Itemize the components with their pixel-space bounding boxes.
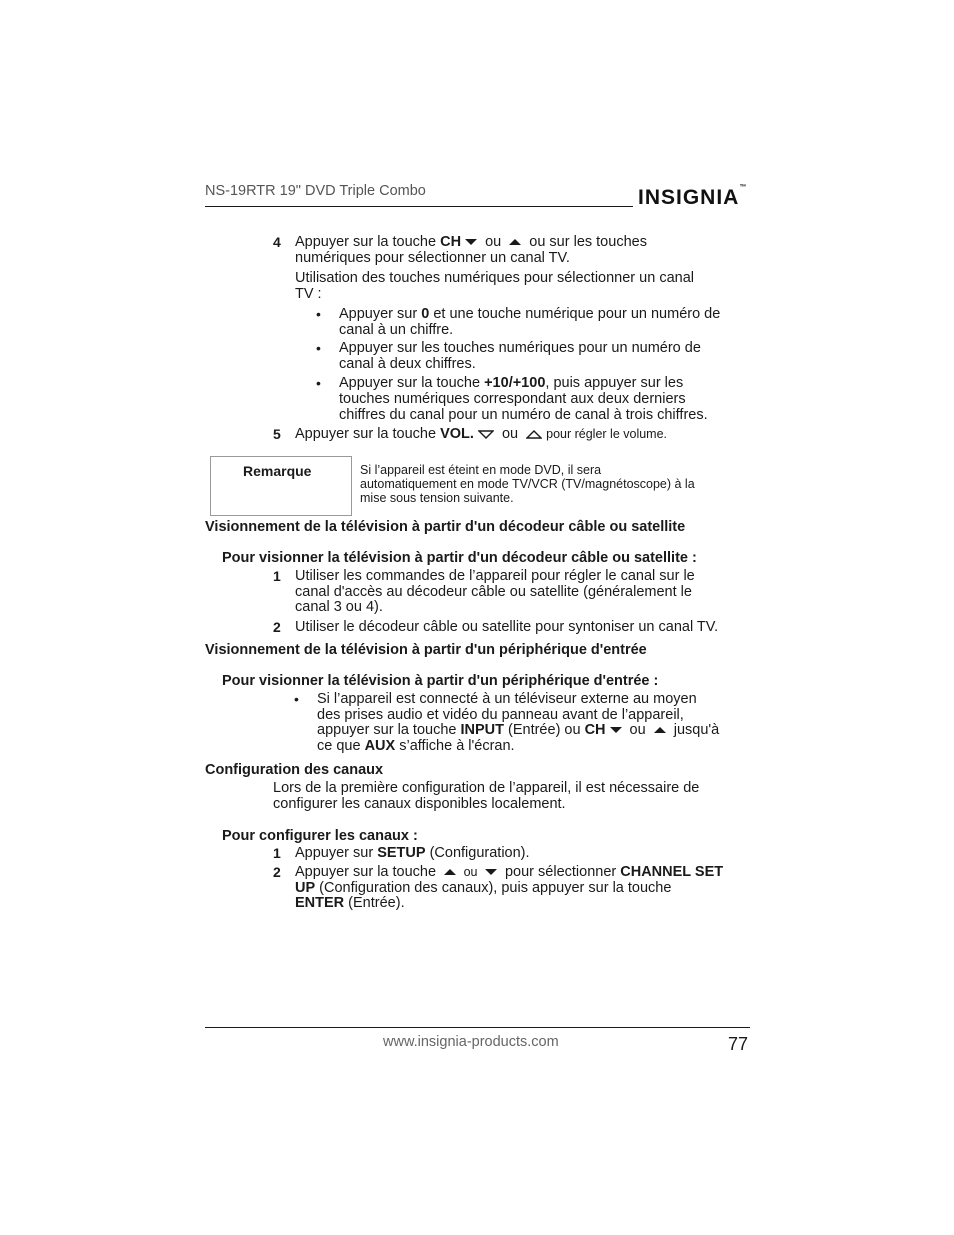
bullet-3-line-2: touches numériques correspondant aux deux derniers: [339, 391, 686, 407]
bullet-1-line-1: Appuyer sur 0 et une touche numérique pour un numéro de: [339, 306, 721, 322]
note-text: Si l’appareil est éteint en mode DVD, il sera automatiquement en mode TV/VCR (TV/magnétoscope) à la mise sous tension suivante.: [360, 463, 695, 506]
volume-up-icon: [526, 430, 542, 439]
step-4-line-2: numériques pour sélectionner un canal TV.: [295, 250, 570, 266]
arrow-down-icon: [610, 727, 622, 733]
page-number: 77: [728, 1034, 749, 1054]
input-heading: Visionnement de la télévision à partir d'un périphérique d'entrée: [205, 642, 647, 658]
config-step-1-line: Appuyer sur SETUP (Configuration).: [295, 845, 530, 861]
config-subheading: Pour configurer les canaux :: [222, 828, 418, 844]
note-label: Remarque: [243, 463, 312, 479]
config-step-1-number: 1: [273, 845, 281, 861]
step-4-line-1: Appuyer sur la touche CH ou ou sur les touches: [295, 234, 647, 250]
config-step-2-line-2: UP (Configuration des canaux), puis appuyer sur la touche: [295, 880, 672, 896]
arrow-down-icon: [485, 869, 497, 875]
input-line-1: Si l’appareil est connecté à un téléviseur externe au moyen: [317, 691, 697, 707]
config-para-line-2: configurer les canaux disponibles localement.: [273, 796, 566, 812]
config-heading: Configuration des canaux: [205, 762, 384, 778]
input-line-4: ce que AUX s’affiche à l'écran.: [317, 738, 515, 754]
cable-heading: Visionnement de la télévision à partir d'un décodeur câble ou satellite: [205, 519, 686, 535]
config-step-2-line-1: Appuyer sur la touche ou pour sélectionner CHANNEL SET: [295, 864, 724, 880]
cable-step-1-line-3: canal 3 ou 4).: [295, 599, 383, 615]
arrow-down-icon: [465, 239, 477, 245]
config-step-2-number: 2: [273, 864, 281, 880]
step-4-intro-2: TV :: [295, 286, 322, 302]
bullet-icon: •: [316, 340, 321, 356]
footer-url: www.insignia-products.com: [383, 1034, 559, 1050]
cable-step-2-number: 2: [273, 619, 281, 635]
step-5-line: Appuyer sur la touche VOL. ou pour régler le volume.: [295, 426, 668, 442]
config-step-2-line-3: ENTER (Entrée).: [295, 895, 405, 911]
bullet-3-line-3: chiffres du canal pour un numéro de canal à trois chiffres.: [339, 407, 708, 423]
bullet-3-line-1: Appuyer sur la touche +10/+100, puis appuyer sur les: [339, 375, 684, 391]
cable-step-1-line-2: canal d'accès au décodeur câble ou satellite (généralement le: [295, 584, 692, 600]
cable-step-2-line-1: Utiliser le décodeur câble ou satellite pour syntoniser un canal TV.: [295, 619, 719, 635]
bullet-1-line-2: canal à un chiffre.: [339, 322, 454, 338]
arrow-up-icon: [509, 239, 521, 245]
bullet-icon: •: [316, 306, 321, 322]
cable-subheading: Pour visionner la télévision à partir d'un décodeur câble ou satellite :: [222, 550, 697, 566]
bullet-2-line-1: Appuyer sur les touches numériques pour un numéro de: [339, 340, 701, 356]
footer-rule: [205, 1027, 750, 1028]
bullet-2-line-2: canal à deux chiffres.: [339, 356, 476, 372]
volume-down-icon: [478, 430, 494, 439]
cable-step-1-number: 1: [273, 568, 281, 584]
step-4-intro-1: Utilisation des touches numériques pour sélectionner un canal: [295, 270, 694, 286]
arrow-up-icon: [444, 869, 456, 875]
step-4-number: 4: [273, 234, 281, 250]
input-line-2: des prises audio et vidéo du panneau avant de l’appareil,: [317, 707, 684, 723]
input-line-3: appuyer sur la touche INPUT (Entrée) ou CH ou jusqu'à: [317, 722, 720, 738]
insignia-logo: INSIGNIA™: [638, 184, 747, 209]
input-subheading: Pour visionner la télévision à partir d'un périphérique d'entrée :: [222, 673, 659, 689]
cable-step-1-line-1: Utiliser les commandes de l’appareil pour régler le canal sur le: [295, 568, 695, 584]
step-5-number: 5: [273, 426, 281, 442]
arrow-up-icon: [654, 727, 666, 733]
bullet-icon: •: [294, 691, 299, 707]
bullet-icon: •: [316, 375, 321, 391]
config-para-line-1: Lors de la première configuration de l’appareil, il est nécessaire de: [273, 780, 700, 796]
header-rule: [205, 206, 633, 207]
header-title: NS-19RTR 19" DVD Triple Combo: [205, 183, 426, 199]
